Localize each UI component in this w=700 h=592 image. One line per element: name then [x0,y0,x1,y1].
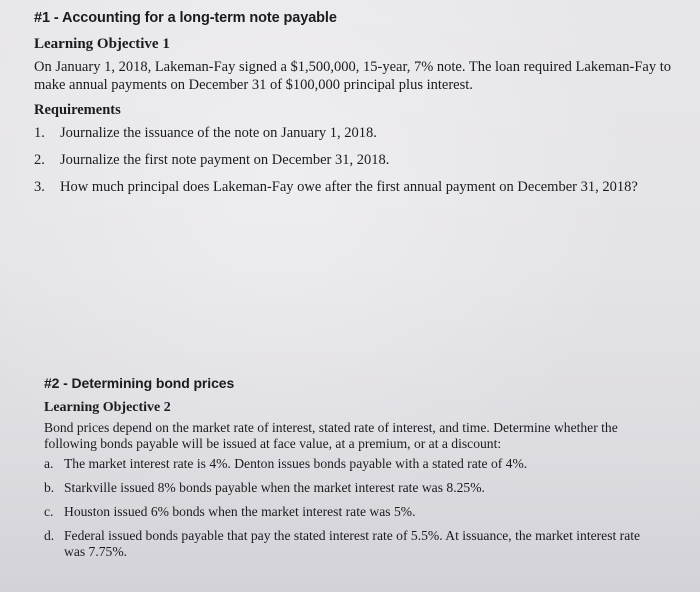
problem-2-paragraph: Bond prices depend on the market rate of interest, stated rate of interest, and time. Determine whether the following bonds payable will be issued at face value, at a premium, or at a discount: [44,420,618,451]
requirements-heading: Requirements [34,102,121,118]
requirement-text: Journalize the issuance of the note on January 1, 2018. [60,125,377,141]
problem-1-section [34,8,674,205]
requirement-number: 1. [34,125,45,141]
problem-2-title: #2 - Determining bond prices [44,375,235,391]
problem-1-paragraph: On January 1, 2018, Lakeman-Fay signed a $1,500,000, 15-year, 7% note. The loan required Lakeman-Fay to make annual payments on December 31 of $100,000 principal plus interest. [34,59,671,93]
bond-item-text: Starkville issued 8% bonds payable when the market interest rate was 8.25%. [64,480,485,495]
bond-item [44,528,664,560]
problem-2-learning-objective: Learning Objective 2 [44,400,171,415]
requirement-item [34,151,674,169]
bond-item-letter: a. [44,456,54,471]
bond-item-letter: b. [44,480,55,495]
requirement-text: Journalize the first note payment on December 31, 2018. [60,152,390,168]
bond-items-list [44,456,664,560]
problem-1-learning-objective: Learning Objective 1 [34,36,170,52]
bond-item-text: Federal issued bonds payable that pay the stated interest rate of 5.5%. At issuance, the market interest rate was 7.75%. [64,528,641,559]
bond-item-text: The market interest rate is 4%. Denton issues bonds payable with a stated rate of 4%. [64,456,528,471]
requirement-number: 3. [34,179,45,195]
bond-item [44,504,664,520]
bond-item-letter: c. [44,504,54,519]
problem-2-section [44,373,664,568]
requirements-list [34,124,674,196]
bond-item-letter: d. [44,528,55,543]
requirement-item [34,124,674,142]
bond-item-text: Houston issued 6% bonds when the market interest rate was 5%. [64,504,416,519]
bond-item [44,456,664,472]
requirement-number: 2. [34,152,45,168]
bond-item [44,480,664,496]
requirement-item [34,178,674,196]
problem-1-title: #1 - Accounting for a long-term note payable [34,10,337,26]
requirement-text: How much principal does Lakeman-Fay owe after the first annual payment on December 31, 2018? [60,179,638,195]
